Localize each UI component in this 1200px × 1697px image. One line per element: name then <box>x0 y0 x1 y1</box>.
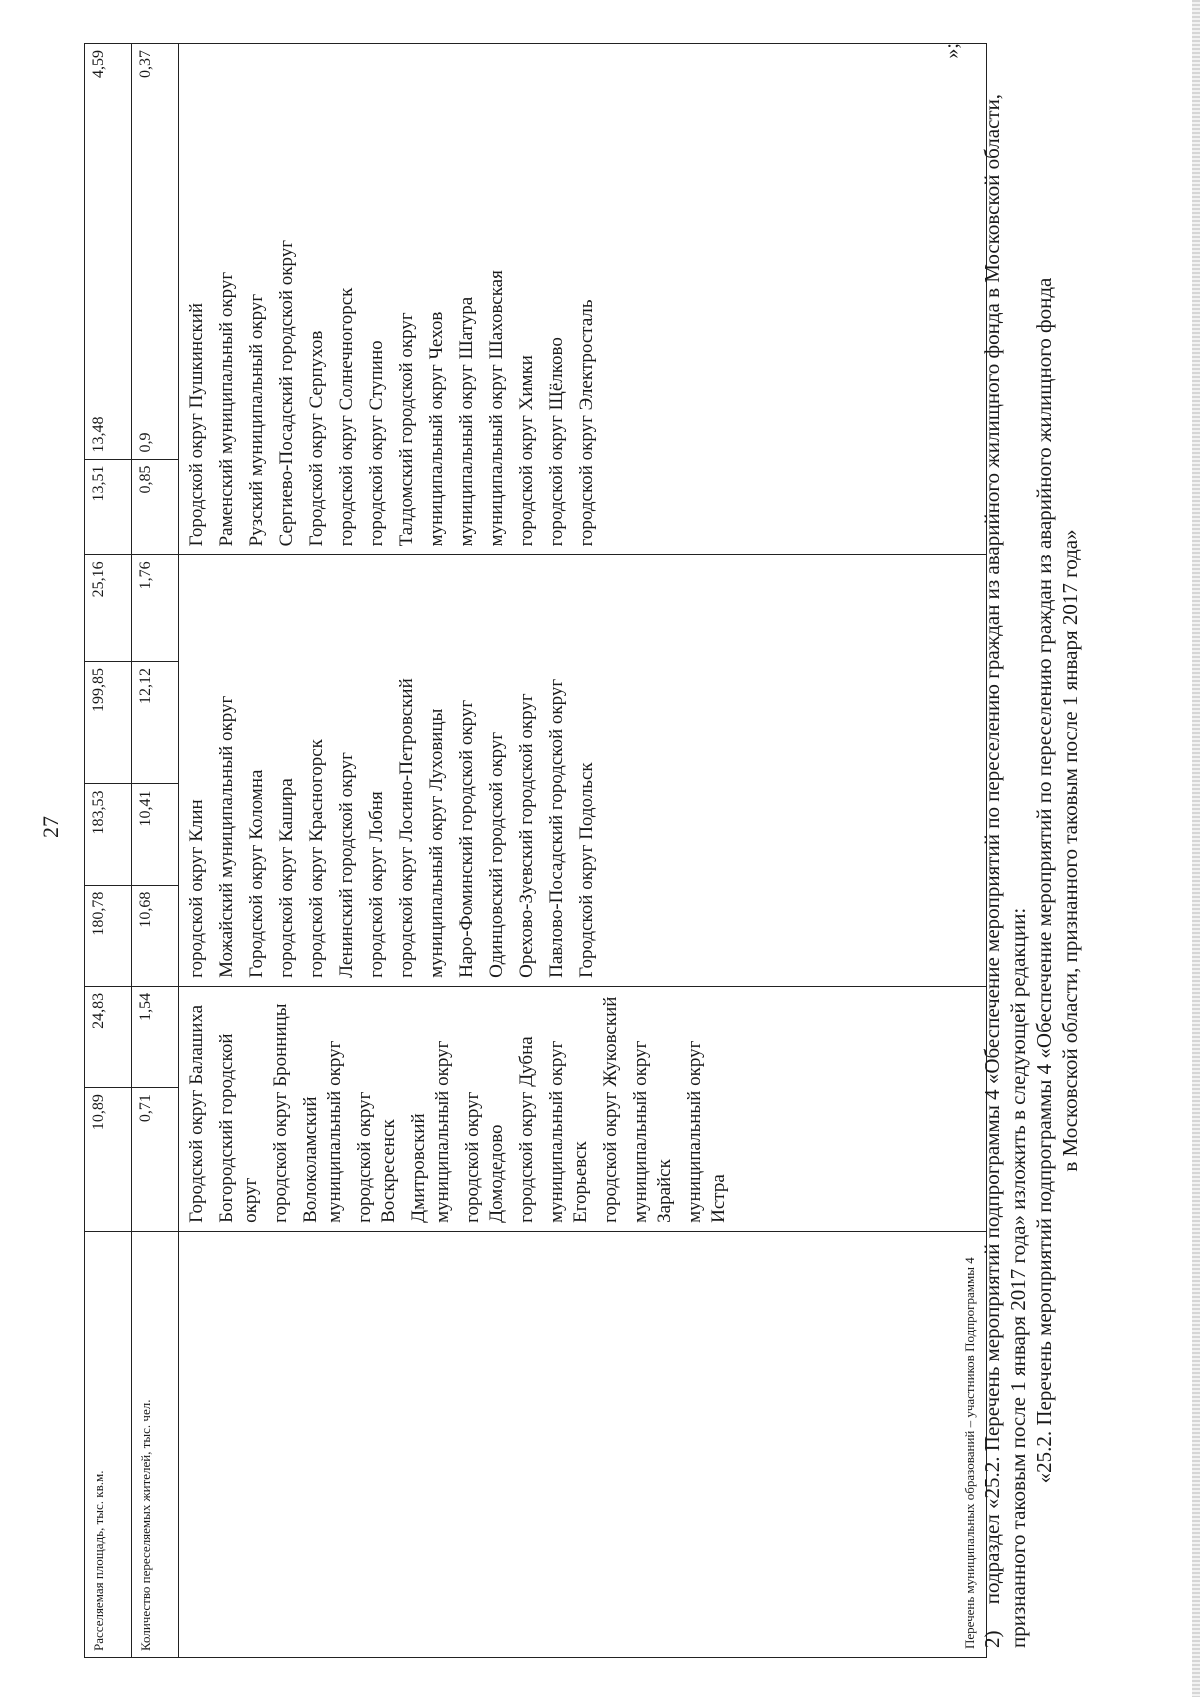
area-value: 13,51 <box>85 459 132 555</box>
municipality-item: муниципальный округ Истра <box>684 1040 729 1223</box>
municipality-item: Рузский муниципальный округ <box>246 293 267 547</box>
municipality-item: Павлово-Посадский городской округ <box>546 678 567 978</box>
municipality-item: Городской округ Подольск <box>576 762 597 978</box>
scan-edge <box>1192 0 1200 1697</box>
municipality-item: Орехово-Зуевский городской округ <box>516 693 537 978</box>
municipality-item: городской округ Электросталь <box>576 299 597 547</box>
municipality-list <box>185 995 731 1223</box>
municipality-item: городской округ Дубна <box>516 1036 537 1223</box>
municipality-item: Городской округ Коломна <box>246 769 267 978</box>
area-value: 183,53 <box>85 784 132 885</box>
municipality-item: городской округ Воскресенск <box>354 1091 399 1223</box>
municipality-item: муниципальный округ Шатура <box>456 296 477 547</box>
municipality-item: городской округ Кашира <box>276 778 297 978</box>
municipality-item: Раменский муниципальный округ <box>216 271 237 547</box>
area-value: 25,16 <box>85 555 132 662</box>
municipality-item: Городской округ Пушкинский <box>186 302 207 547</box>
municipality-item: Городской округ Балашиха <box>186 1004 207 1223</box>
subprogram-summary-table <box>84 43 987 1658</box>
municipality-item: муниципальный округ Егорьевск <box>546 1040 591 1223</box>
page-number: 27 <box>38 816 63 838</box>
municipality-item: городской округ Лобня <box>366 791 387 978</box>
table-row-municipalities <box>179 44 987 1658</box>
item-number: 2) <box>980 1630 1004 1648</box>
people-label: Количество переселяемых жителей, тыс. чел. <box>132 1231 179 1657</box>
municipality-item: Городской округ Серпухов <box>306 330 327 547</box>
municipality-item: Дмитровский муниципальный округ <box>408 1040 453 1223</box>
municipality-item: муниципальный округ Чехов <box>426 311 447 547</box>
area-value: 13,48 4,59 <box>85 44 132 460</box>
area-value: 199,85 <box>85 661 132 784</box>
municipalities-column-2 <box>179 555 987 986</box>
municipality-item: муниципальный округ Шаховская <box>486 270 507 547</box>
municipality-item: городской округ Химки <box>516 355 537 547</box>
people-value: 10,41 <box>132 784 179 885</box>
municipality-item: муниципальный округ Зарайск <box>630 1040 675 1223</box>
people-value: 1,54 <box>132 986 179 1087</box>
municipality-item: городской округ Красногорск <box>306 739 327 978</box>
municipality-item: Волоколамский муниципальный округ <box>300 1040 345 1223</box>
municipality-item: городской округ Щёлково <box>546 337 567 547</box>
municipality-item: Одинцовский городской округ <box>486 731 507 978</box>
municipality-item: городской округ Клин <box>186 799 207 978</box>
municipality-item: муниципальный округ Луховицы <box>426 708 447 978</box>
table-row-area <box>85 44 132 1658</box>
municipality-item: Можайский муниципальный округ <box>216 695 237 978</box>
municipalities-column-1 <box>179 986 987 1231</box>
municipalities-label: Перечень муниципальных образований – участников Подпрограммы 4 <box>179 1231 987 1657</box>
people-value: 0,71 <box>132 1088 179 1232</box>
municipality-item: городской округ Бронницы <box>270 1003 291 1223</box>
section-heading-line-2: в Московской области, признанного таковым после 1 января 2017 года» <box>1058 529 1082 1172</box>
closing-quote: »; <box>941 43 963 59</box>
people-value: 0,9 0,37 <box>132 44 179 460</box>
municipality-item: городской округ Домодедово <box>462 1091 507 1223</box>
municipality-item: Сергиево-Посадский городской округ <box>276 239 297 547</box>
municipalities-column-3 <box>179 44 987 555</box>
area-value: 180,78 <box>85 885 132 986</box>
municipality-item: Ленинский городской округ <box>336 752 357 978</box>
municipality-item: городской округ Ступино <box>366 340 387 547</box>
municipality-item: Богородский городской округ <box>216 1033 261 1223</box>
municipality-list <box>185 563 599 977</box>
municipality-item: Наро-Фоминский городской округ <box>456 699 477 978</box>
rotated-page-content <box>84 38 1114 1658</box>
municipality-item: городской округ Солнечногорск <box>336 287 357 547</box>
section-heading-line-1: «25.2. Перечень мероприятий подпрограммы 4 «Обеспечение мероприятий по переселению граждан из аварийного жилищного фонда <box>1032 277 1056 1484</box>
people-value: 0,85 <box>132 459 179 555</box>
municipality-item: городской округ Жуковский <box>600 996 621 1223</box>
municipality-item: городской округ Лосино-Петровский <box>396 678 417 978</box>
area-value: 10,89 <box>85 1088 132 1232</box>
paragraph-text: подраздел «25.2. Перечень мероприятий подпрограммы 4 «Обеспечение мероприятий по переселению граждан из аварийного жилищного фонда в Московской области, признанного таковым после 1 января 2017 года» изложить в следующей редакции: <box>980 93 1030 1648</box>
people-value: 1,76 <box>132 555 179 662</box>
municipality-list <box>185 52 599 546</box>
municipality-item: Талдомский городской округ <box>396 312 417 547</box>
people-value: 12,12 <box>132 661 179 784</box>
amendment-paragraph <box>979 43 1031 1658</box>
area-label: Расселяемая площадь, тыс. кв.м. <box>85 1231 132 1657</box>
area-value: 24,83 <box>85 986 132 1087</box>
table-row-people <box>132 44 179 1658</box>
people-value: 10,68 <box>132 885 179 986</box>
